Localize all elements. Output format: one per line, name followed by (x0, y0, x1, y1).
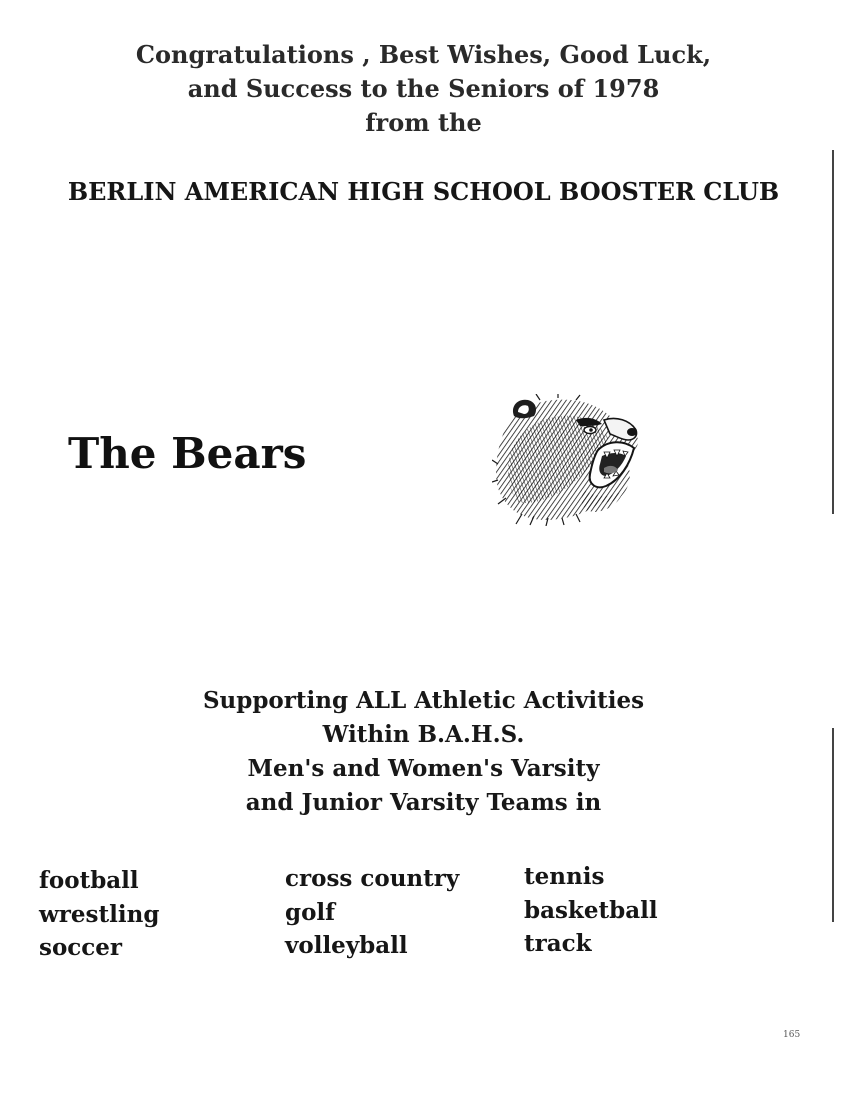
support-line-4: and Junior Varsity Teams in (245, 789, 602, 816)
page-number: 165 (783, 1030, 801, 1040)
greeting-line-3: from the (365, 108, 482, 137)
greeting-line-1: Congratulations , Best Wishes, Good Luck, (135, 40, 712, 69)
sport-item: volleyball (285, 932, 408, 959)
scan-edge-line (832, 150, 834, 514)
sport-item: tennis (524, 863, 605, 890)
sport-item: golf (285, 898, 336, 926)
sport-item: track (524, 930, 592, 957)
greeting-line-2: and Success to the Seniors of 1978 (187, 74, 660, 103)
support-message (0, 684, 847, 820)
sport-item: wrestling (39, 900, 160, 928)
sport-item: cross country (285, 865, 460, 892)
sport-item: football (39, 867, 139, 894)
bear-head-icon (492, 394, 642, 526)
sport-item: soccer (39, 934, 123, 961)
sports-column-3 (524, 860, 658, 961)
scan-edge-line (832, 728, 834, 922)
club-name: BERLIN AMERICAN HIGH SCHOOL BOOSTER CLUB (67, 177, 780, 206)
support-line-1: Supporting ALL Athletic Activities (202, 687, 645, 714)
greeting-message (0, 38, 847, 140)
mascot-title: The Bears (68, 429, 307, 478)
support-line-2: Within B.A.H.S. (322, 721, 525, 748)
sports-column-1 (39, 864, 159, 965)
sport-item: basketball (524, 896, 658, 924)
support-line-3: Men's and Women's Varsity (247, 755, 600, 782)
sports-column-2 (285, 862, 459, 963)
